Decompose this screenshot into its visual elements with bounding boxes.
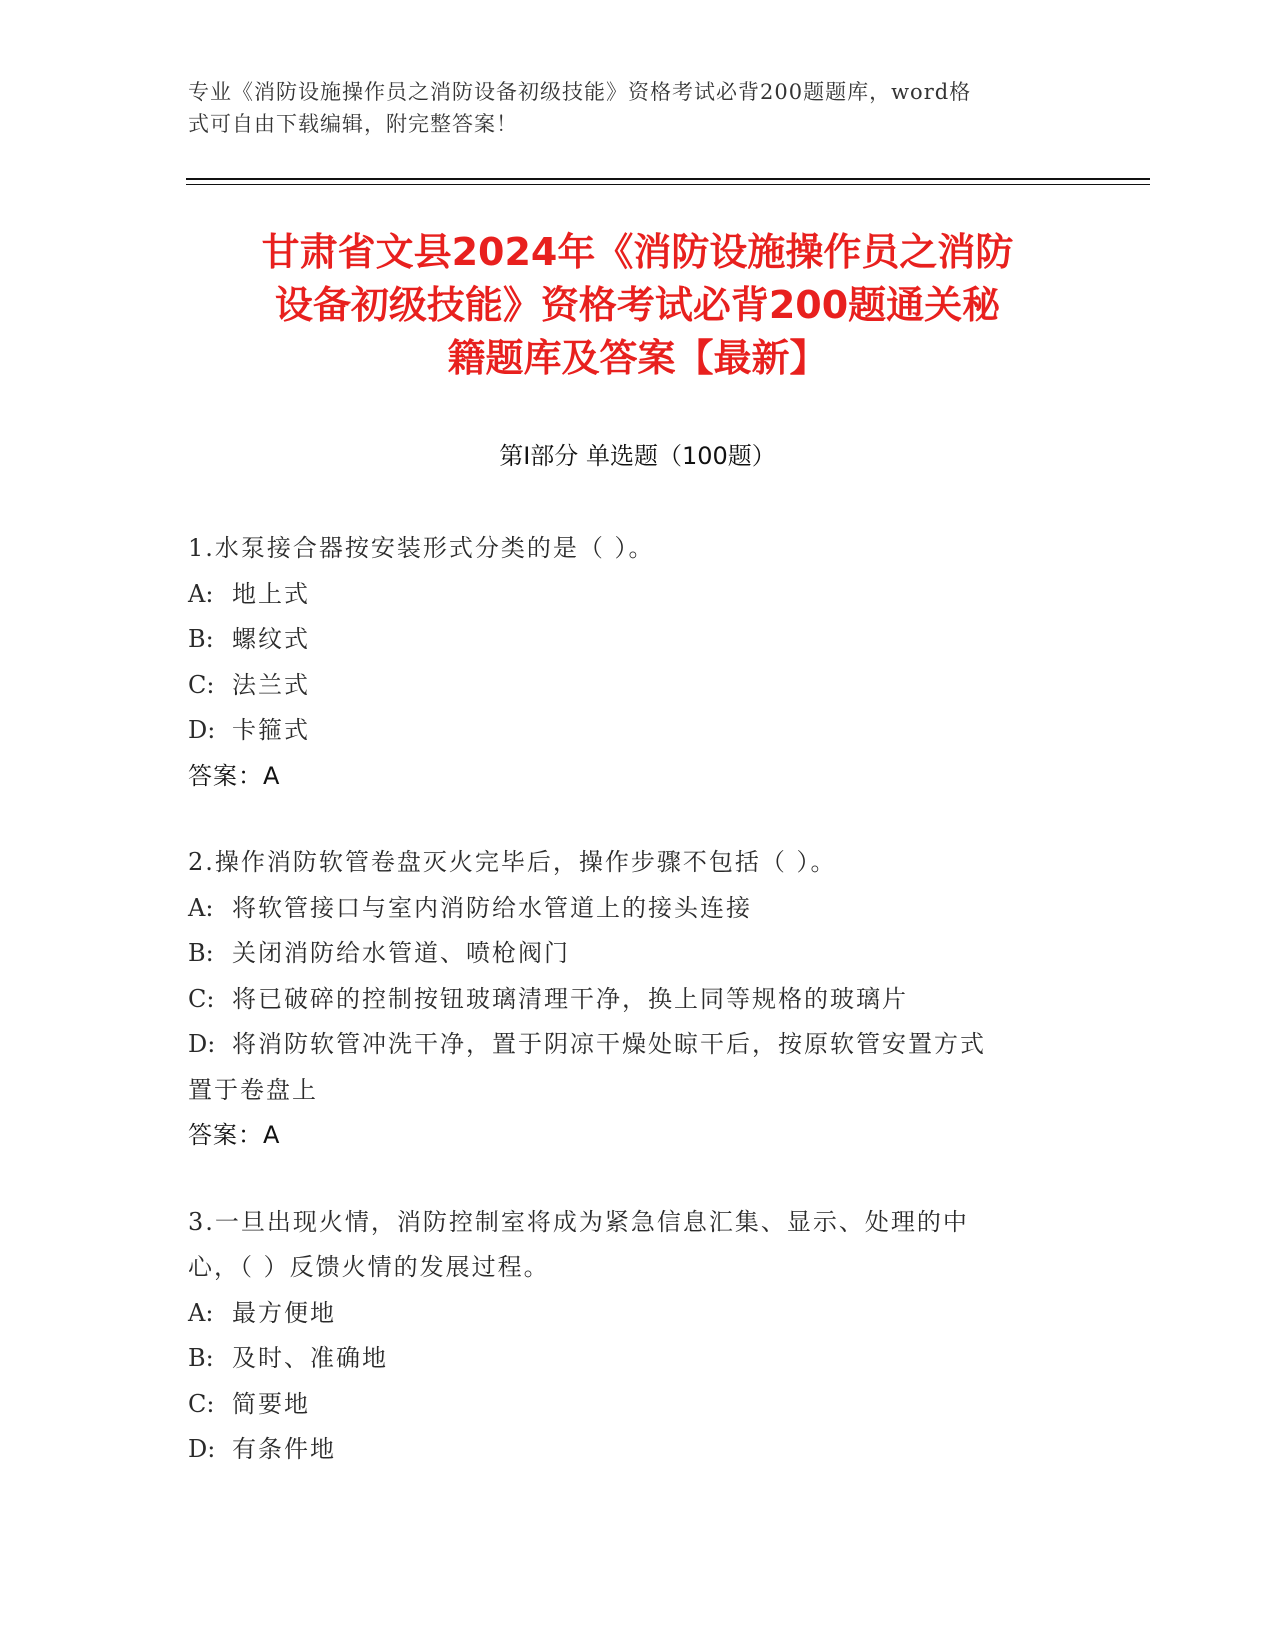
question-1 — [188, 526, 1088, 799]
header-note-line-2: 式可自由下载编辑，附完整答案！ — [188, 112, 518, 136]
header-divider-thick — [186, 178, 1150, 180]
option-d — [188, 1427, 1088, 1473]
option-key: C: — [188, 670, 215, 699]
option-b — [188, 931, 1088, 977]
option-d-continuation: 置于卷盘上 — [188, 1075, 318, 1104]
option-a — [188, 1291, 1088, 1337]
section-title: 第Ⅰ部分 单选题（100题） — [499, 442, 776, 470]
question-stem: 3.一旦出现火情，消防控制室将成为紧急信息汇集、显示、处理的中 — [188, 1207, 969, 1236]
option-a — [188, 572, 1088, 618]
option-key: B: — [188, 625, 214, 653]
option-text: 有条件地 — [232, 1435, 336, 1463]
question-3 — [188, 1200, 1088, 1473]
option-b — [188, 1336, 1088, 1382]
header-note-line-1: 专业《消防设施操作员之消防设备初级技能》资格考试必背200题题库，word格 — [188, 80, 972, 104]
option-text: 将已破碎的控制按钮玻璃清理干净，换上同等规格的玻璃片 — [232, 984, 908, 1013]
option-key: A: — [188, 579, 214, 608]
option-key: A: — [188, 1298, 214, 1327]
answer: 答案：A — [188, 761, 281, 790]
document-title-line-2: 设备初级技能》资格考试必背200题通关秘 — [274, 283, 1001, 327]
option-c — [188, 977, 1088, 1023]
option-text: 卡箍式 — [232, 716, 310, 744]
answer: 答案：A — [188, 1121, 281, 1149]
option-c — [188, 663, 1088, 709]
option-key: D: — [188, 716, 216, 744]
option-key: C: — [188, 1389, 215, 1418]
option-key: D: — [188, 1435, 216, 1463]
option-text: 简要地 — [232, 1389, 310, 1418]
question-2 — [188, 840, 1088, 1159]
option-key: A: — [188, 893, 214, 922]
option-b — [188, 617, 1088, 663]
document-title-line-3: 籍题库及答案【最新】 — [447, 336, 828, 380]
question-stem: 1.水泵接合器按安装形式分类的是（ ）。 — [188, 534, 655, 562]
document-title — [150, 226, 1125, 385]
question-list — [188, 526, 1088, 1514]
document-title-line-1: 甘肃省文县2024年《消防设施操作员之消防 — [261, 230, 1014, 274]
option-a — [188, 886, 1088, 932]
option-key: C: — [188, 984, 215, 1013]
option-text: 关闭消防给水管道、喷枪阀门 — [232, 939, 570, 967]
option-text: 将软管接口与室内消防给水管道上的接头连接 — [232, 893, 752, 922]
option-c — [188, 1382, 1088, 1428]
option-text: 及时、准确地 — [232, 1344, 388, 1372]
option-d — [188, 708, 1088, 754]
option-text: 最方便地 — [232, 1298, 336, 1327]
option-key: B: — [188, 1344, 214, 1372]
option-text: 地上式 — [232, 579, 310, 608]
option-text: 螺纹式 — [232, 625, 310, 653]
option-text: 将消防软管冲洗干净，置于阴凉干燥处晾干后，按原软管安置方式 — [232, 1030, 986, 1058]
option-key: B: — [188, 939, 214, 967]
header-divider-thin — [186, 184, 1150, 185]
header-note — [188, 76, 1088, 140]
option-text: 法兰式 — [232, 670, 310, 699]
option-d — [188, 1022, 1088, 1068]
question-stem: 2.操作消防软管卷盘灭火完毕后，操作步骤不包括（ ）。 — [188, 848, 837, 876]
option-key: D: — [188, 1030, 216, 1058]
question-stem-continuation: 心，（ ）反馈火情的发展过程。 — [188, 1253, 550, 1281]
